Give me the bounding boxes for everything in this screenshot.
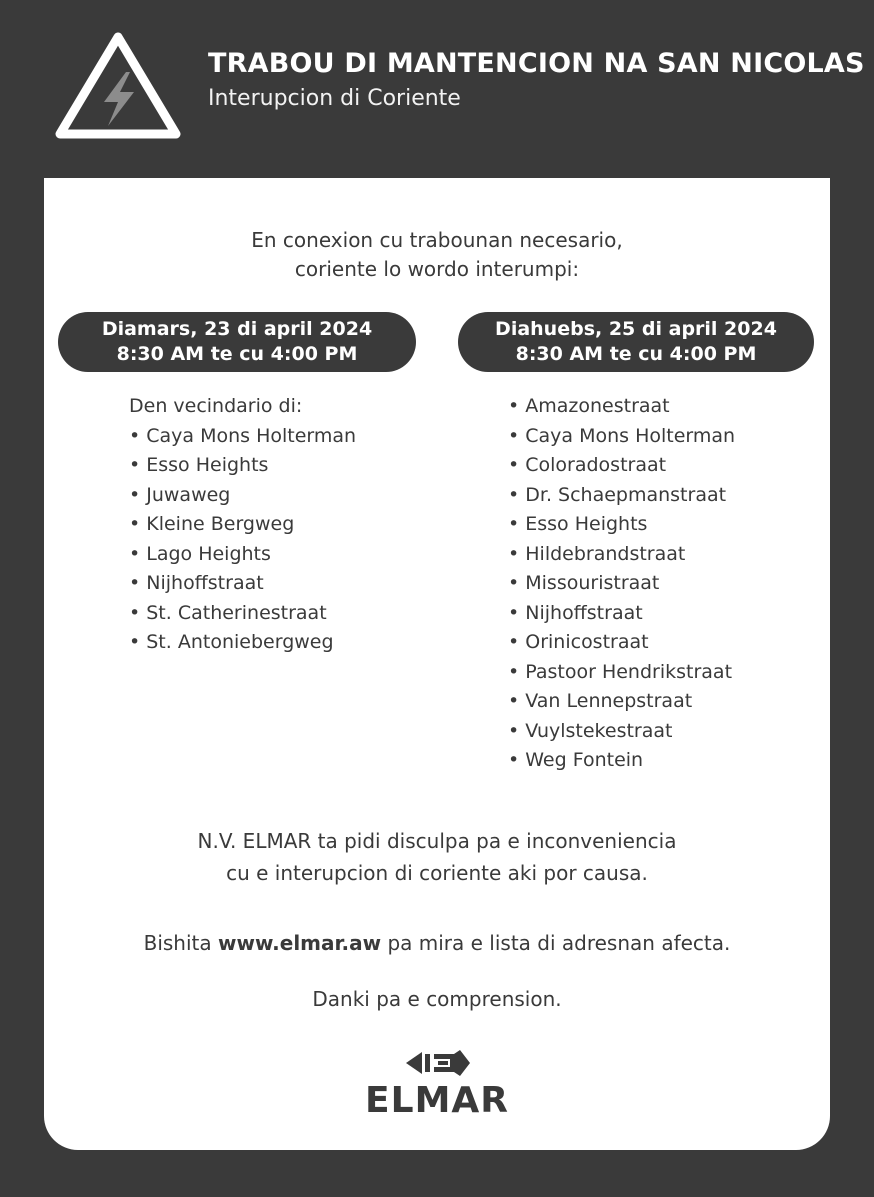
apology-line: cu e interupcion di coriente aki por causa. — [226, 861, 648, 885]
schedule-date: Diahuebs, 25 di april 2024 — [495, 318, 777, 340]
schedule-pill-tuesday — [58, 312, 416, 372]
header — [0, 0, 874, 178]
list-item: • Caya Mons Holterman — [129, 424, 357, 447]
warning-lightning-icon — [52, 28, 184, 142]
intro-text — [44, 226, 830, 284]
list-item: • Caya Mons Holterman — [508, 424, 736, 447]
neighborhood-list-tuesday — [129, 392, 356, 658]
intro-line: coriente lo wordo interumpi: — [294, 257, 580, 281]
page-subtitle: Interupcion di Coriente — [208, 86, 461, 111]
list-item: • Orinicostraat — [508, 631, 649, 653]
page-title: TRABOU DI MANTENCION NA SAN NICOLAS — [208, 48, 865, 79]
list-item: • Nijhoffstraat — [508, 601, 643, 624]
notice-card — [44, 178, 830, 1150]
intro-line: En conexion cu trabounan necesario, — [251, 228, 623, 252]
list-item: • Hildebrandstraat — [508, 542, 686, 565]
list-item: • Amazonestraat — [508, 395, 670, 417]
list-item: • Van Lennepstraat — [508, 690, 693, 712]
schedule-date: Diamars, 23 di april 2024 — [101, 318, 373, 340]
schedule-pill-thursday — [458, 312, 814, 372]
website-link[interactable]: www.elmar.aw — [218, 931, 382, 955]
list-item: • Esso Heights — [129, 454, 269, 476]
list-item: • Coloradostraat — [508, 454, 667, 476]
visit-suffix: pa mira e lista di adresnan afecta. — [381, 931, 731, 955]
visit-prefix: Bishita — [143, 931, 218, 955]
thanks-text: Danki pa e comprension. — [312, 987, 562, 1011]
list-item: • Weg Fontein — [508, 749, 644, 771]
list-item: • St. Antoniebergweg — [129, 631, 334, 653]
list-item: • Juwaweg — [129, 483, 231, 506]
list-item: • Kleine Bergweg — [129, 513, 295, 535]
list-item: • Pastoor Hendrikstraat — [508, 660, 733, 683]
apology-text — [44, 825, 830, 889]
schedule-time: 8:30 AM te cu 4:00 PM — [116, 343, 358, 365]
list-item: • Dr. Schaepmanstraat — [508, 483, 727, 506]
street-list-thursday — [508, 392, 735, 776]
visit-text — [44, 928, 830, 958]
list-item: • Missouristraat — [508, 572, 660, 594]
list-item: • Vuylstekestraat — [508, 719, 673, 742]
list-item: • Lago Heights — [129, 542, 271, 565]
list-item: • Nijhoffstraat — [129, 572, 264, 594]
logo-wordmark: ELMAR — [365, 1080, 509, 1121]
schedule-time: 8:30 AM te cu 4:00 PM — [515, 343, 757, 365]
apology-line: N.V. ELMAR ta pidi disculpa pa e inconveniencia — [197, 829, 677, 853]
list-heading: Den vecindario di: — [129, 395, 303, 417]
list-item: • St. Catherinestraat — [129, 601, 327, 624]
elmar-plug-logo-icon — [404, 1048, 472, 1078]
list-item: • Esso Heights — [508, 513, 648, 535]
